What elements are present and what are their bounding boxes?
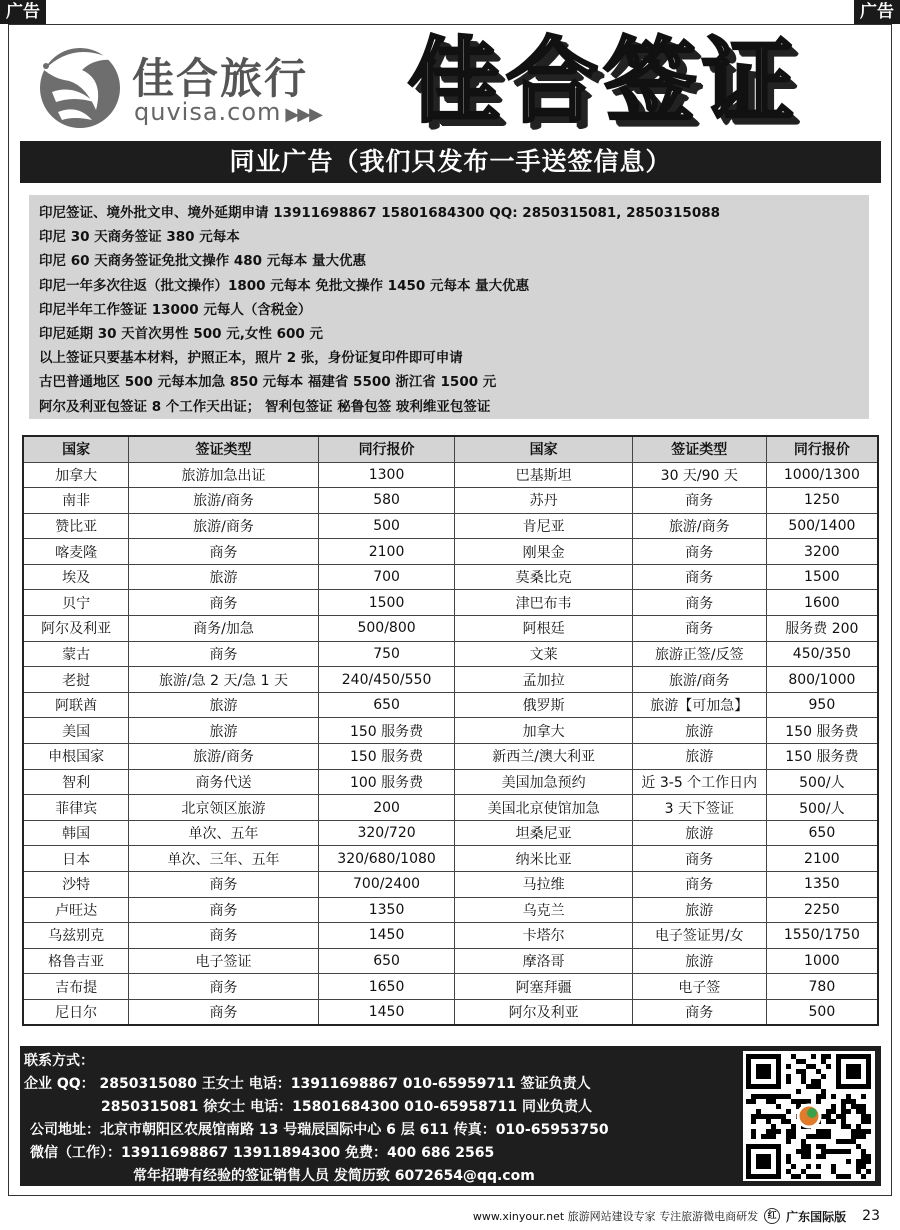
table-row	[23, 488, 878, 514]
table-cell: 莫桑比克	[455, 564, 632, 590]
table-cell: 1350	[318, 897, 455, 923]
table-cell: 950	[766, 692, 878, 718]
table-cell: 旅游	[632, 948, 766, 974]
table-cell: 商务	[632, 488, 766, 514]
table-cell: 美国加急预约	[455, 769, 632, 795]
table-cell: 500/人	[766, 769, 878, 795]
table-cell: 马拉维	[455, 872, 632, 898]
table-cell: 商务	[632, 616, 766, 642]
dolphin-logo-icon	[34, 40, 126, 132]
table-cell: 沙特	[23, 872, 129, 898]
table-cell: 旅游	[129, 692, 319, 718]
info-line: 阿尔及利亚包签证 8 个工作天出证； 智利包签证 秘鲁包签 玻利维亚包签证	[39, 398, 491, 415]
table-cell: 580	[318, 488, 455, 514]
table-cell: 电子签	[632, 974, 766, 1000]
table-row	[23, 692, 878, 718]
table-cell: 3200	[766, 539, 878, 565]
table-cell: 单次、三年、五年	[129, 846, 319, 872]
table-cell: 100 服务费	[318, 769, 455, 795]
table-cell: 商务	[632, 846, 766, 872]
table-cell: 3 天下签证	[632, 795, 766, 821]
table-cell: 商务	[632, 999, 766, 1025]
table-row	[23, 769, 878, 795]
ad-tag-right: 广告	[854, 0, 900, 24]
table-cell: 2250	[766, 897, 878, 923]
table-cell: 1600	[766, 590, 878, 616]
table-cell: 500/1400	[766, 513, 878, 539]
table-cell: 750	[318, 641, 455, 667]
table-cell: 服务费 200	[766, 616, 878, 642]
table-cell: 阿尔及利亚	[455, 999, 632, 1025]
table-cell: 650	[318, 692, 455, 718]
table-cell: 2100	[766, 846, 878, 872]
table-cell: 1250	[766, 488, 878, 514]
info-line: 印尼半年工作签证 13000 元每人（含税金）	[39, 301, 312, 318]
table-cell: 旅游/急 2 天/急 1 天	[129, 667, 319, 693]
footer-brand: 广东国际版	[786, 1209, 847, 1224]
table-cell: 商务	[129, 897, 319, 923]
table-cell: 乌兹别克	[23, 923, 129, 949]
table-cell: 1000/1300	[766, 462, 878, 488]
table-cell: 韩国	[23, 820, 129, 846]
table-cell: 美国	[23, 718, 129, 744]
table-body	[23, 462, 878, 1025]
table-cell: 780	[766, 974, 878, 1000]
table-cell: 旅游	[129, 718, 319, 744]
table-cell: 日本	[23, 846, 129, 872]
table-cell: 美国北京使馆加急	[455, 795, 632, 821]
table-cell: 巴基斯坦	[455, 462, 632, 488]
table-cell: 500	[318, 513, 455, 539]
table-cell: 450/350	[766, 641, 878, 667]
table-cell: 阿塞拜疆	[455, 974, 632, 1000]
table-cell: 格鲁吉亚	[23, 948, 129, 974]
contact-recruit: 常年招聘有经验的签证销售人员 发简历致 6072654@qq.com	[133, 1168, 535, 1184]
table-cell: 智利	[23, 769, 129, 795]
table-cell: 旅游	[632, 897, 766, 923]
table-cell: 商务	[129, 641, 319, 667]
table-cell: 商务	[632, 590, 766, 616]
table-cell: 150 服务费	[318, 718, 455, 744]
table-row	[23, 974, 878, 1000]
table-cell: 菲律宾	[23, 795, 129, 821]
logo-chinese-name: 佳合旅行	[132, 54, 309, 103]
table-header-row	[23, 436, 878, 462]
info-line: 印尼 60 天商务签证免批文操作 480 元每本 量大优惠	[39, 253, 366, 270]
table-cell: 150 服务费	[766, 744, 878, 770]
qr-code[interactable]	[743, 1051, 875, 1181]
table-cell: 津巴布韦	[455, 590, 632, 616]
table-cell: 商务	[129, 923, 319, 949]
column-header: 国家	[23, 436, 129, 462]
table-cell: 1350	[766, 872, 878, 898]
table-cell: 320/680/1080	[318, 846, 455, 872]
info-line: 印尼延期 30 天首次男性 500 元,女性 600 元	[39, 325, 323, 342]
contact-line-qq-2: 2850315081 徐女士 电话：15801684300 010-65958711 同业负责人	[101, 1099, 593, 1115]
table-cell: 旅游/商务	[632, 513, 766, 539]
table-cell: 650	[766, 820, 878, 846]
table-cell: 200	[318, 795, 455, 821]
info-line: 以上签证只要基本材料，护照正本，照片 2 张，身份证复印件即可申请	[39, 350, 463, 367]
table-row	[23, 641, 878, 667]
table-cell: 乌克兰	[455, 897, 632, 923]
column-header: 签证类型	[129, 436, 319, 462]
company-logo	[34, 40, 344, 135]
table-cell: 苏丹	[455, 488, 632, 514]
qr-code-icon	[743, 1051, 875, 1181]
table-cell: 700/2400	[318, 872, 455, 898]
table-cell: 500	[766, 999, 878, 1025]
table-cell: 旅游加急出证	[129, 462, 319, 488]
table-cell: 500/800	[318, 616, 455, 642]
table-cell: 150 服务费	[766, 718, 878, 744]
table-cell: 650	[318, 948, 455, 974]
visa-price-table	[22, 435, 879, 1026]
table-cell: 北京领区旅游	[129, 795, 319, 821]
table-cell: 吉布提	[23, 974, 129, 1000]
table-cell: 近 3-5 个工作日内	[632, 769, 766, 795]
table-cell: 旅游正签/反签	[632, 641, 766, 667]
table-row	[23, 564, 878, 590]
table-cell: 2100	[318, 539, 455, 565]
table-cell: 喀麦隆	[23, 539, 129, 565]
table-cell: 旅游	[632, 820, 766, 846]
table-row	[23, 718, 878, 744]
table-cell: 埃及	[23, 564, 129, 590]
table-row	[23, 897, 878, 923]
column-header: 同行报价	[318, 436, 455, 462]
table-cell: 500/人	[766, 795, 878, 821]
table-cell: 阿联酋	[23, 692, 129, 718]
table-row	[23, 795, 878, 821]
contact-section	[20, 1046, 881, 1186]
table-cell: 旅游【可加急】	[632, 692, 766, 718]
contact-heading: 联系方式：	[24, 1053, 94, 1069]
table-cell: 电子签证	[129, 948, 319, 974]
table-cell: 电子签证男/女	[632, 923, 766, 949]
table-cell: 蒙古	[23, 641, 129, 667]
table-cell: 商务	[129, 974, 319, 1000]
table-cell: 单次、五年	[129, 820, 319, 846]
table-cell: 孟加拉	[455, 667, 632, 693]
table-cell: 旅游	[632, 718, 766, 744]
table-cell: 1300	[318, 462, 455, 488]
contact-line-qq-1: 企业 QQ： 2850315080 王女士 电话：13911698867 010-65959711 签证负责人	[24, 1076, 591, 1092]
table-cell: 1650	[318, 974, 455, 1000]
table-cell: 文莱	[455, 641, 632, 667]
table-cell: 320/720	[318, 820, 455, 846]
banner-heading: 同业广告（我们只发布一手送签信息）	[20, 141, 881, 183]
table-row	[23, 667, 878, 693]
contact-address: 公司地址：北京市朝阳区农展馆南路 13 号瑞辰国际中心 6 层 611 传真：010-65953750	[30, 1122, 609, 1138]
table-row	[23, 846, 878, 872]
info-box	[29, 195, 869, 419]
info-line: 印尼一年多次往返（批文操作）1800 元每本 免批文操作 1450 元每本 量大优惠	[39, 277, 530, 294]
table-cell: 商务	[129, 999, 319, 1025]
table-cell: 尼日尔	[23, 999, 129, 1025]
table-cell: 商务	[632, 564, 766, 590]
table-cell: 1000	[766, 948, 878, 974]
table-row	[23, 872, 878, 898]
table-cell: 1500	[318, 590, 455, 616]
table-cell: 1450	[318, 999, 455, 1025]
table-cell: 新西兰/澳大利亚	[455, 744, 632, 770]
logo-url	[134, 98, 321, 126]
table-cell: 俄罗斯	[455, 692, 632, 718]
table-cell: 30 天/90 天	[632, 462, 766, 488]
table-row	[23, 999, 878, 1025]
table-cell: 坦桑尼亚	[455, 820, 632, 846]
table-cell: 旅游/商务	[632, 667, 766, 693]
page-number: 23	[862, 1208, 880, 1224]
table-cell: 商务	[129, 872, 319, 898]
table-cell: 1550/1750	[766, 923, 878, 949]
table-row	[23, 513, 878, 539]
info-line: 古巴普通地区 500 元每本加急 850 元每本 福建省 5500 浙江省 1500 元	[39, 374, 497, 391]
footer-site: www.xinyour.net 旅游网站建设专家 专注旅游微电商研发	[472, 1210, 759, 1223]
info-line: 印尼签证、境外批文申、境外延期申请 13911698867 15801684300 QQ: 2850315081, 2850315088	[39, 205, 720, 221]
table-row	[23, 590, 878, 616]
triple-arrow-icon: ▶▶▶	[285, 104, 321, 125]
table-row	[23, 948, 878, 974]
table-cell: 南非	[23, 488, 129, 514]
ad-tag-left: 广告	[0, 0, 46, 24]
table-row	[23, 539, 878, 565]
table-cell: 商务	[632, 872, 766, 898]
table-cell: 肯尼亚	[455, 513, 632, 539]
table-cell: 旅游/商务	[129, 744, 319, 770]
table-cell: 加拿大	[23, 462, 129, 488]
table-cell: 商务	[129, 590, 319, 616]
table-cell: 卡塔尔	[455, 923, 632, 949]
table-cell: 商务	[129, 539, 319, 565]
table-row	[23, 923, 878, 949]
table-cell: 150 服务费	[318, 744, 455, 770]
table-cell: 老挝	[23, 667, 129, 693]
table-cell: 贝宁	[23, 590, 129, 616]
column-header: 同行报价	[766, 436, 878, 462]
table-cell: 旅游/商务	[129, 488, 319, 514]
big-title: 佳合签证	[408, 28, 801, 135]
table-cell: 旅游	[129, 564, 319, 590]
table-cell: 加拿大	[455, 718, 632, 744]
table-cell: 摩洛哥	[455, 948, 632, 974]
table-row	[23, 820, 878, 846]
info-line: 印尼 30 天商务签证 380 元每本	[39, 229, 240, 246]
table-row	[23, 744, 878, 770]
table-cell: 700	[318, 564, 455, 590]
table-cell: 1500	[766, 564, 878, 590]
column-header: 国家	[455, 436, 632, 462]
contact-wechat: 微信（工作）：13911698867 13911894300 免费：400 686 2565	[30, 1145, 495, 1161]
table-cell: 刚果金	[455, 539, 632, 565]
table-cell: 商务	[632, 539, 766, 565]
table-cell: 800/1000	[766, 667, 878, 693]
table-cell: 240/450/550	[318, 667, 455, 693]
table-row	[23, 616, 878, 642]
table-cell: 纳米比亚	[455, 846, 632, 872]
table-cell: 阿根廷	[455, 616, 632, 642]
table-cell: 申根国家	[23, 744, 129, 770]
page-footer	[473, 1206, 880, 1226]
table-row	[23, 462, 878, 488]
table-cell: 旅游/商务	[129, 513, 319, 539]
column-header: 签证类型	[632, 436, 766, 462]
table-cell: 商务代送	[129, 769, 319, 795]
table-cell: 赞比亚	[23, 513, 129, 539]
table-cell: 旅游	[632, 744, 766, 770]
table-cell: 商务/加急	[129, 616, 319, 642]
publication-logo-icon: 红	[764, 1208, 780, 1224]
table-cell: 1450	[318, 923, 455, 949]
logo-url-text: quvisa.com	[134, 98, 282, 126]
table-cell: 阿尔及利亚	[23, 616, 129, 642]
table-cell: 卢旺达	[23, 897, 129, 923]
